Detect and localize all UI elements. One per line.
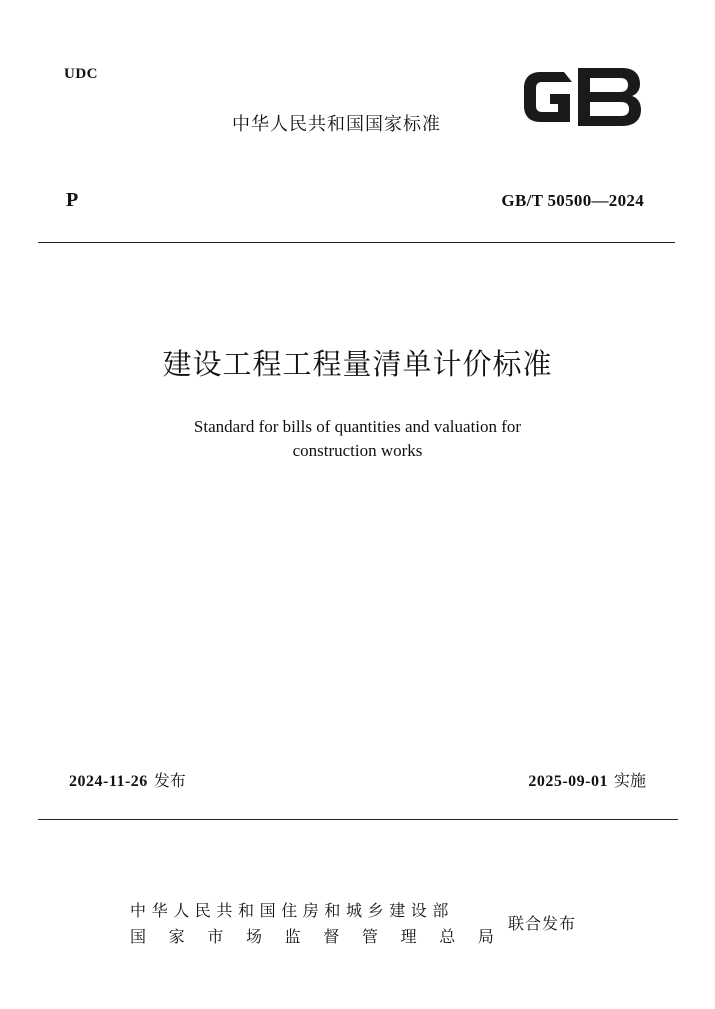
title-english (0, 415, 715, 463)
gb-logo-b (578, 68, 641, 126)
implementation-date (528, 768, 646, 791)
issuer-char: 监 (284, 927, 301, 946)
issuer-ministry: 中华人民共和国住房和城乡建设部 (130, 901, 455, 920)
implementation-date-value: 2025-09-01 (528, 773, 608, 790)
issuer-char: 市 (207, 927, 224, 946)
issuer-char: 管 (361, 927, 378, 946)
gb-logo (520, 64, 644, 130)
issuer-char: 督 (323, 927, 340, 946)
issue-date-label: 发布 (153, 771, 186, 790)
issuer-char: 家 (168, 927, 185, 946)
bottom-divider (38, 819, 678, 820)
issuer-administration (130, 924, 494, 947)
issuer-char: 总 (439, 927, 456, 946)
title-english-line-1: Standard for bills of quantities and valuation for (193, 417, 522, 436)
issue-date (69, 768, 186, 791)
joint-issue-label: 联合发布 (508, 914, 577, 933)
issuer-char: 国 (130, 927, 147, 946)
category-code: P (66, 189, 79, 211)
national-standard-label: 中华人民共和国国家标准 (232, 114, 441, 135)
implementation-date-label: 实施 (613, 771, 646, 790)
top-divider (38, 242, 675, 243)
issuer-char: 理 (400, 927, 417, 946)
gb-logo-g (524, 72, 572, 122)
udc-label: UDC (64, 66, 98, 82)
title-chinese: 建设工程工程量清单计价标准 (162, 347, 553, 381)
issue-date-value: 2024-11-26 (69, 773, 148, 790)
issuer-char: 局 (477, 927, 494, 946)
title-english-line-2: construction works (292, 441, 423, 460)
issuer-char: 场 (245, 927, 262, 946)
standard-number: GB/T 50500—2024 (501, 191, 644, 210)
